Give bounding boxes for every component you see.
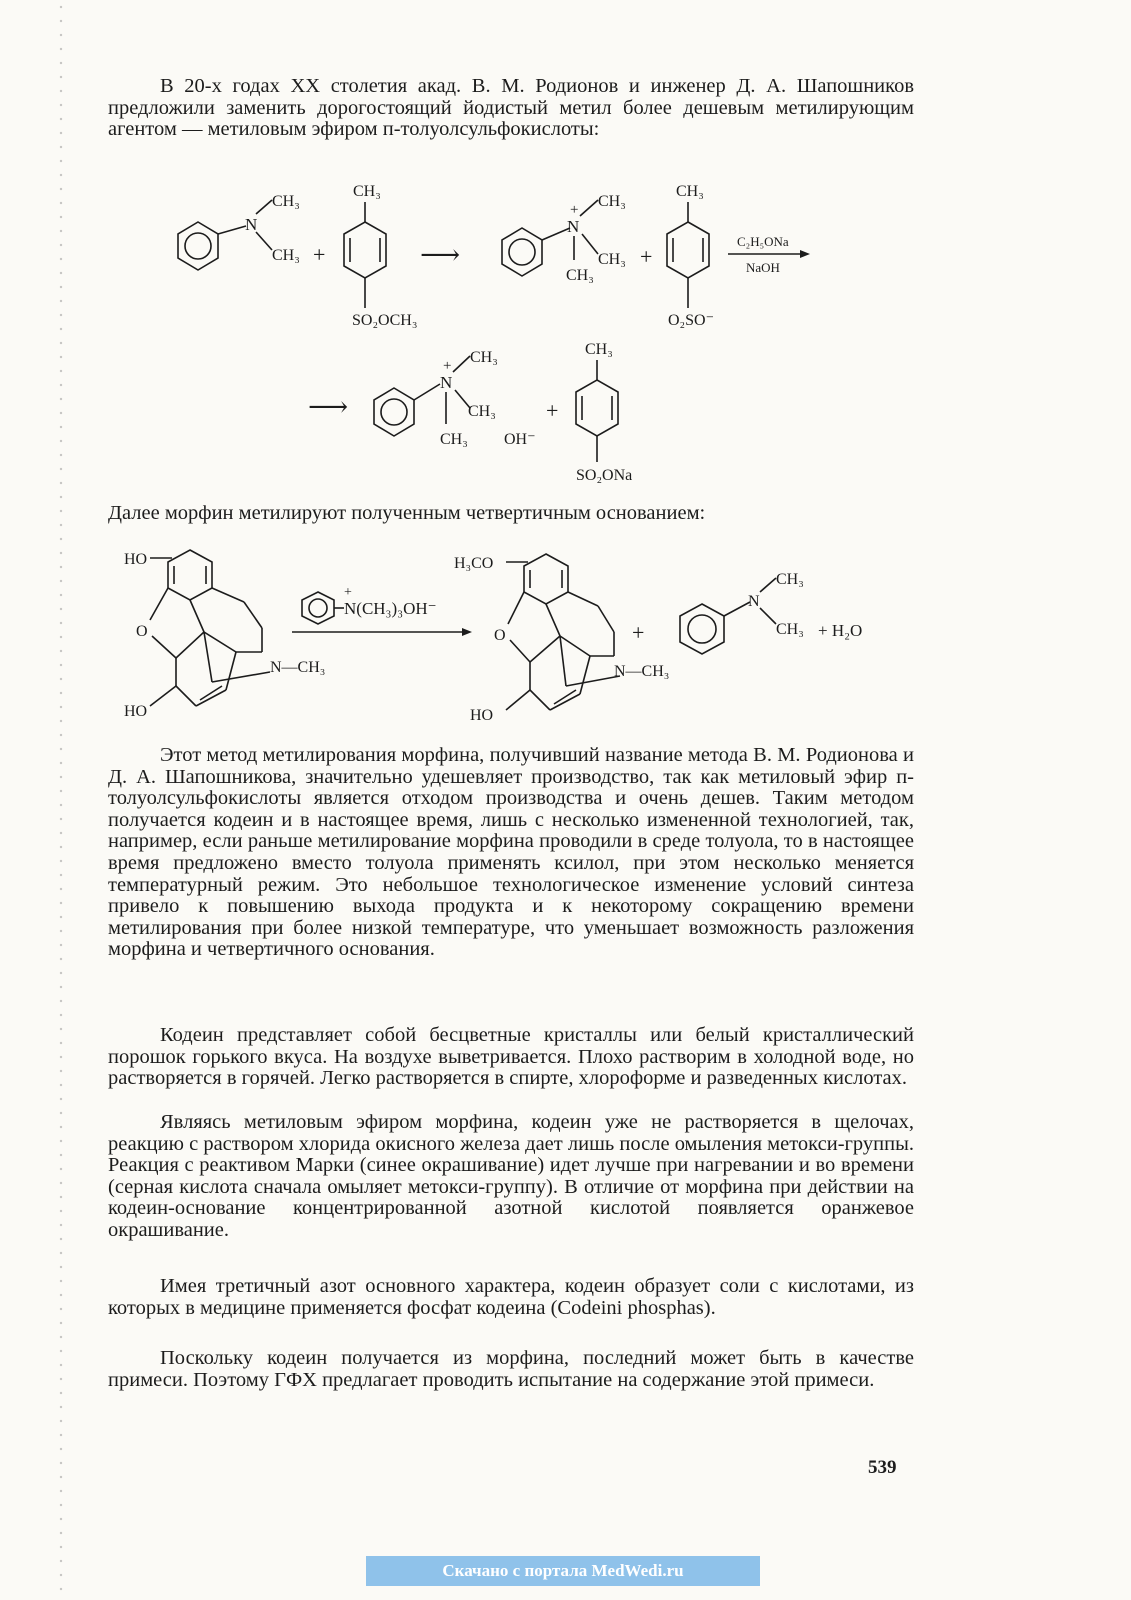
morphine-oxygen: O [136, 623, 148, 640]
codeine-n-ch3: N—CH₃ [614, 663, 670, 680]
dimethylaniline-ch3-bottom: CH₃ [272, 247, 300, 264]
dimethylaniline-structure [178, 193, 300, 270]
hydroxide-ch3-top: CH₃ [470, 349, 498, 366]
product-ch3-bottom: CH₃ [776, 621, 804, 638]
anion-o2so: O₂SO⁻ [668, 312, 715, 329]
ammonium-ch3-right: CH₃ [598, 251, 626, 268]
page-number: 539 [868, 1457, 897, 1478]
morphine-n-ch3: N—CH₃ [270, 659, 326, 676]
reaction-scheme-1 [0, 170, 1131, 500]
plus-sign-4: + [632, 620, 645, 645]
methylating-reagent [302, 585, 437, 624]
paragraph-impurity: Поскольку кодеин получается из морфина, последний может быть в качестве примеси. Поэтому ГФХ предлагает проводить испытание на содержание этой примеси. [108, 1347, 914, 1391]
reagent-sodium-ethoxide: C₂H₅ONa [737, 234, 789, 249]
plus-sign-2: + [640, 244, 653, 269]
hydroxide-oh: OH⁻ [504, 431, 536, 448]
anion-ch3: CH₃ [676, 183, 704, 200]
reaction-scheme-2 [0, 540, 1131, 740]
paragraph-properties: Кодеин представляет собой бесцветные кристаллы или белый кристаллический порошок горького вкуса. На воздухе выветривается. Плохо растворим в холодной воде, но растворяется в горячей. Легко растворяется в спирте, хлороформе и разведенных кислотах. [108, 1024, 914, 1090]
hydroxide-ch3-bottom: CH₃ [440, 431, 468, 448]
dimethylaniline-ch3-top: CH₃ [272, 193, 300, 210]
methyl-tosylate-structure [344, 183, 417, 329]
product-n: N [748, 593, 760, 610]
trimethylanilinium-hydroxide-structure [374, 349, 536, 448]
morphine-structure [124, 550, 325, 720]
reagent-naoh: NaOH [746, 260, 780, 275]
reagent-formula: N(CH₃)₃OH⁻ [344, 599, 437, 618]
codeine-oxygen: O [494, 627, 506, 644]
morphine-ho-bottom: HO [124, 703, 148, 720]
plus-sign-3: + [546, 398, 559, 423]
codeine-ho: HO [470, 707, 494, 724]
sodium-tosylate-structure [576, 341, 632, 484]
paragraph-salts: Имея третичный азот основного характера, кодеин образует соли с кислотами, из которых в медицине применяется фосфат кодеина (Codeini phosphas). [108, 1275, 914, 1319]
paragraph-methylation: Далее морфин метилируют полученным четвертичным основанием: [108, 502, 706, 524]
tosylate-ch3: CH₃ [353, 183, 381, 200]
hydroxide-plus: + [443, 358, 452, 374]
paragraph-reactions: Являясь метиловым эфиром морфина, кодеин уже не растворяется в щелочах, реакцию с раствором хлорида окисного железа дает лишь после омыления метокси-группы. Реакция с реактивом Марки (синее окрашивание) идет лучше при нагревании и во времени (серная кислота сначала омыляет метокси-группу). В отличие от морфина при действии на кодеин-основание концентрированной азотной кислотой появляется оранжевое окрашивание. [108, 1111, 914, 1241]
download-banner[interactable]: Скачано с портала MedWedi.ru [366, 1556, 760, 1586]
ammonium-n: N [567, 217, 580, 236]
arrow-2: ⟶ [308, 392, 349, 423]
hydroxide-n: N [440, 373, 453, 392]
hydroxide-ch3-right: CH₃ [468, 403, 496, 420]
product-ch3-top: CH₃ [776, 571, 804, 588]
trimethylanilinium-structure [502, 193, 626, 284]
arrow-1: ⟶ [420, 240, 461, 271]
dimethylaniline-n: N [245, 215, 258, 234]
codeine-h3co: H₃CO [454, 555, 494, 572]
paragraph-method: Этот метод метилирования морфина, получивший название метода В. М. Родионова и Д. А. Шапошникова, значительно удешевляет производство, так как метиловый эфир п-толуолсульфокислоты является отходом производства и очень дешев. Таким методом получается кодеин и в настоящее время, лишь с несколько измененной технологией, так, например, если раньше метилирование морфина проводили в среде толуола, то в настоящее время предложено вместо толуола применять ксилол, при этом несколько меняется температурный режим. Это небольшое технологическое изменение условий синтеза привело к повышению выхода продукта и к некоторому сокращению времени метилирования при более низкой температуре, что уменьшает возможность разложения морфина и четвертичного основания. [108, 744, 914, 961]
ammonium-ch3-top: CH₃ [598, 193, 626, 210]
sodium-tosylate-ch3: CH₃ [585, 341, 613, 358]
tosylate-so2och3: SO₂OCH₃ [352, 312, 418, 329]
plus-sign-1: + [313, 242, 326, 267]
plus-water: + H₂O [818, 621, 863, 640]
morphine-ho-top: HO [124, 551, 148, 568]
ammonium-ch3-bottom: CH₃ [566, 267, 594, 284]
dimethylaniline-product [680, 571, 862, 654]
sodium-tosylate-so2ona: SO₂ONa [576, 467, 633, 484]
reagent-plus: + [344, 585, 352, 600]
paragraph-intro: В 20-х годах XX столетия акад. В. М. Родионов и инженер Д. А. Шапошников предложили заменить дорогостоящий йодистый метил более дешевым метилирующим агентом — метиловым эфиром п-толуолсульфокислоты: [108, 75, 914, 141]
tosylate-anion-structure [667, 183, 714, 329]
ammonium-plus: + [570, 202, 579, 218]
